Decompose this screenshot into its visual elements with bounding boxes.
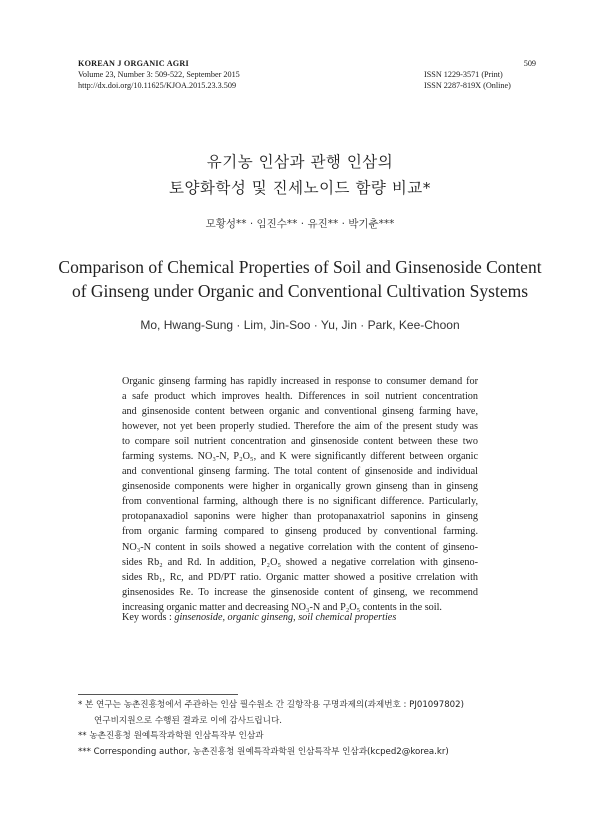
issn-block [424, 58, 536, 91]
abstract-line: a safe product which improves health. Differences in soil nutrient concentration [122, 391, 478, 403]
footnote-affiliation: ** 농촌진흥청 원예특작과학원 인삼특작부 인삼과 [78, 731, 264, 742]
keywords [122, 612, 396, 623]
journal-name: KOREAN J ORGANIC AGRI [78, 59, 189, 68]
abstract-line: protopanaxadiol saponins were higher than protopanaxatriol saponins in ginseng [122, 511, 478, 523]
abstract-line: farming systems. NO₃-N, P₂O₅, and K were significantly different between organic [122, 451, 478, 463]
page-number: 509 [523, 59, 536, 68]
issn-print: ISSN 1229-3571 (Print) [424, 70, 503, 79]
keywords-label: Key words : [122, 612, 175, 623]
abstract-line: sides Rb₂ and Rd. In addition, P₂O₅ showed a negative correlation with ginseno- [122, 556, 478, 568]
footnote-funding-cont: 연구비지원으로 수행된 결과로 이에 감사드립니다. [94, 715, 282, 726]
abstract-line: from conventional farming, although there is no significant difference. Particularly, [122, 496, 478, 508]
english-title-line2: of Ginseng under Organic and Conventional Cultivation Systems [71, 281, 529, 301]
abstract-line: Organic ginseng farming has rapidly increased in response to consumer demand for [122, 376, 478, 387]
journal-header [78, 58, 240, 91]
abstract-line: ginsenosides Re. To increase the ginsenoside content of ginseng, we recommend [122, 586, 478, 598]
footnote-divider [78, 694, 238, 695]
abstract-line: NO₃-N content in soils showed a negative correlation with the content of ginseno- [122, 541, 478, 553]
abstract-line: and ginsenoside content between organic and conventional ginseng farming have, [122, 406, 478, 418]
korean-title-line2: 토양화학성 및 진세노이드 함량 비교* [168, 179, 432, 197]
english-title-line1: Comparison of Chemical Properties of Soil and Ginsenoside Content [58, 257, 542, 277]
abstract-line: ginsenoside components were higher in organically grown ginseng than in ginseng [122, 481, 478, 493]
korean-title [0, 149, 600, 201]
korean-authors: 모황성** · 임진수** · 유진** · 박기춘*** [205, 218, 395, 230]
footnote-corresponding: *** Corresponding author, 농촌진흥청 원예특작과학원 인삼특작부 인삼과(kcped2@korea.kr) [78, 746, 449, 757]
korean-title-line1: 유기농 인삼과 관행 인삼의 [206, 153, 394, 171]
english-authors: Mo, Hwang-Sung · Lim, Jin-Soo · Yu, Jin · Park, Kee-Choon [140, 318, 460, 332]
abstract [122, 374, 478, 615]
english-title [0, 255, 600, 303]
abstract-line: from organic farming compared to ginseng produced by conventional farming. [122, 526, 478, 538]
abstract-line: to compare soil nutrient concentration and ginsenoside content between these two [122, 436, 478, 448]
footnotes [78, 698, 528, 760]
abstract-line: sides Rb₁, Rc, and PD/PT ratio. Organic matter showed a positive crrelation with [122, 571, 478, 583]
doi-link[interactable]: http://dx.doi.org/10.11625/KJOA.2015.23.3.509 [78, 81, 237, 90]
abstract-line: and conventional ginseng farming. The total content of ginsenoside and individual [122, 466, 478, 478]
issn-online: ISSN 2287-819X (Online) [424, 81, 511, 90]
footnote-funding: * 본 연구는 농촌진흥청에서 주관하는 인삼 필수원소 간 길항작용 구명과제의(과제번호 : PJ01097802) [78, 700, 464, 710]
volume-info: Volume 23, Number 3: 509-522, September 2015 [78, 70, 240, 79]
abstract-line: increasing organic matter and decreasing NO₃-N and P₂O₅ contents in the soil. [122, 601, 442, 613]
keywords-value: ginsenoside, organic ginseng, soil chemical properties [174, 612, 397, 623]
abstract-line: however, not yet been properly studied. Therefore the aim of the present study was [122, 421, 478, 433]
